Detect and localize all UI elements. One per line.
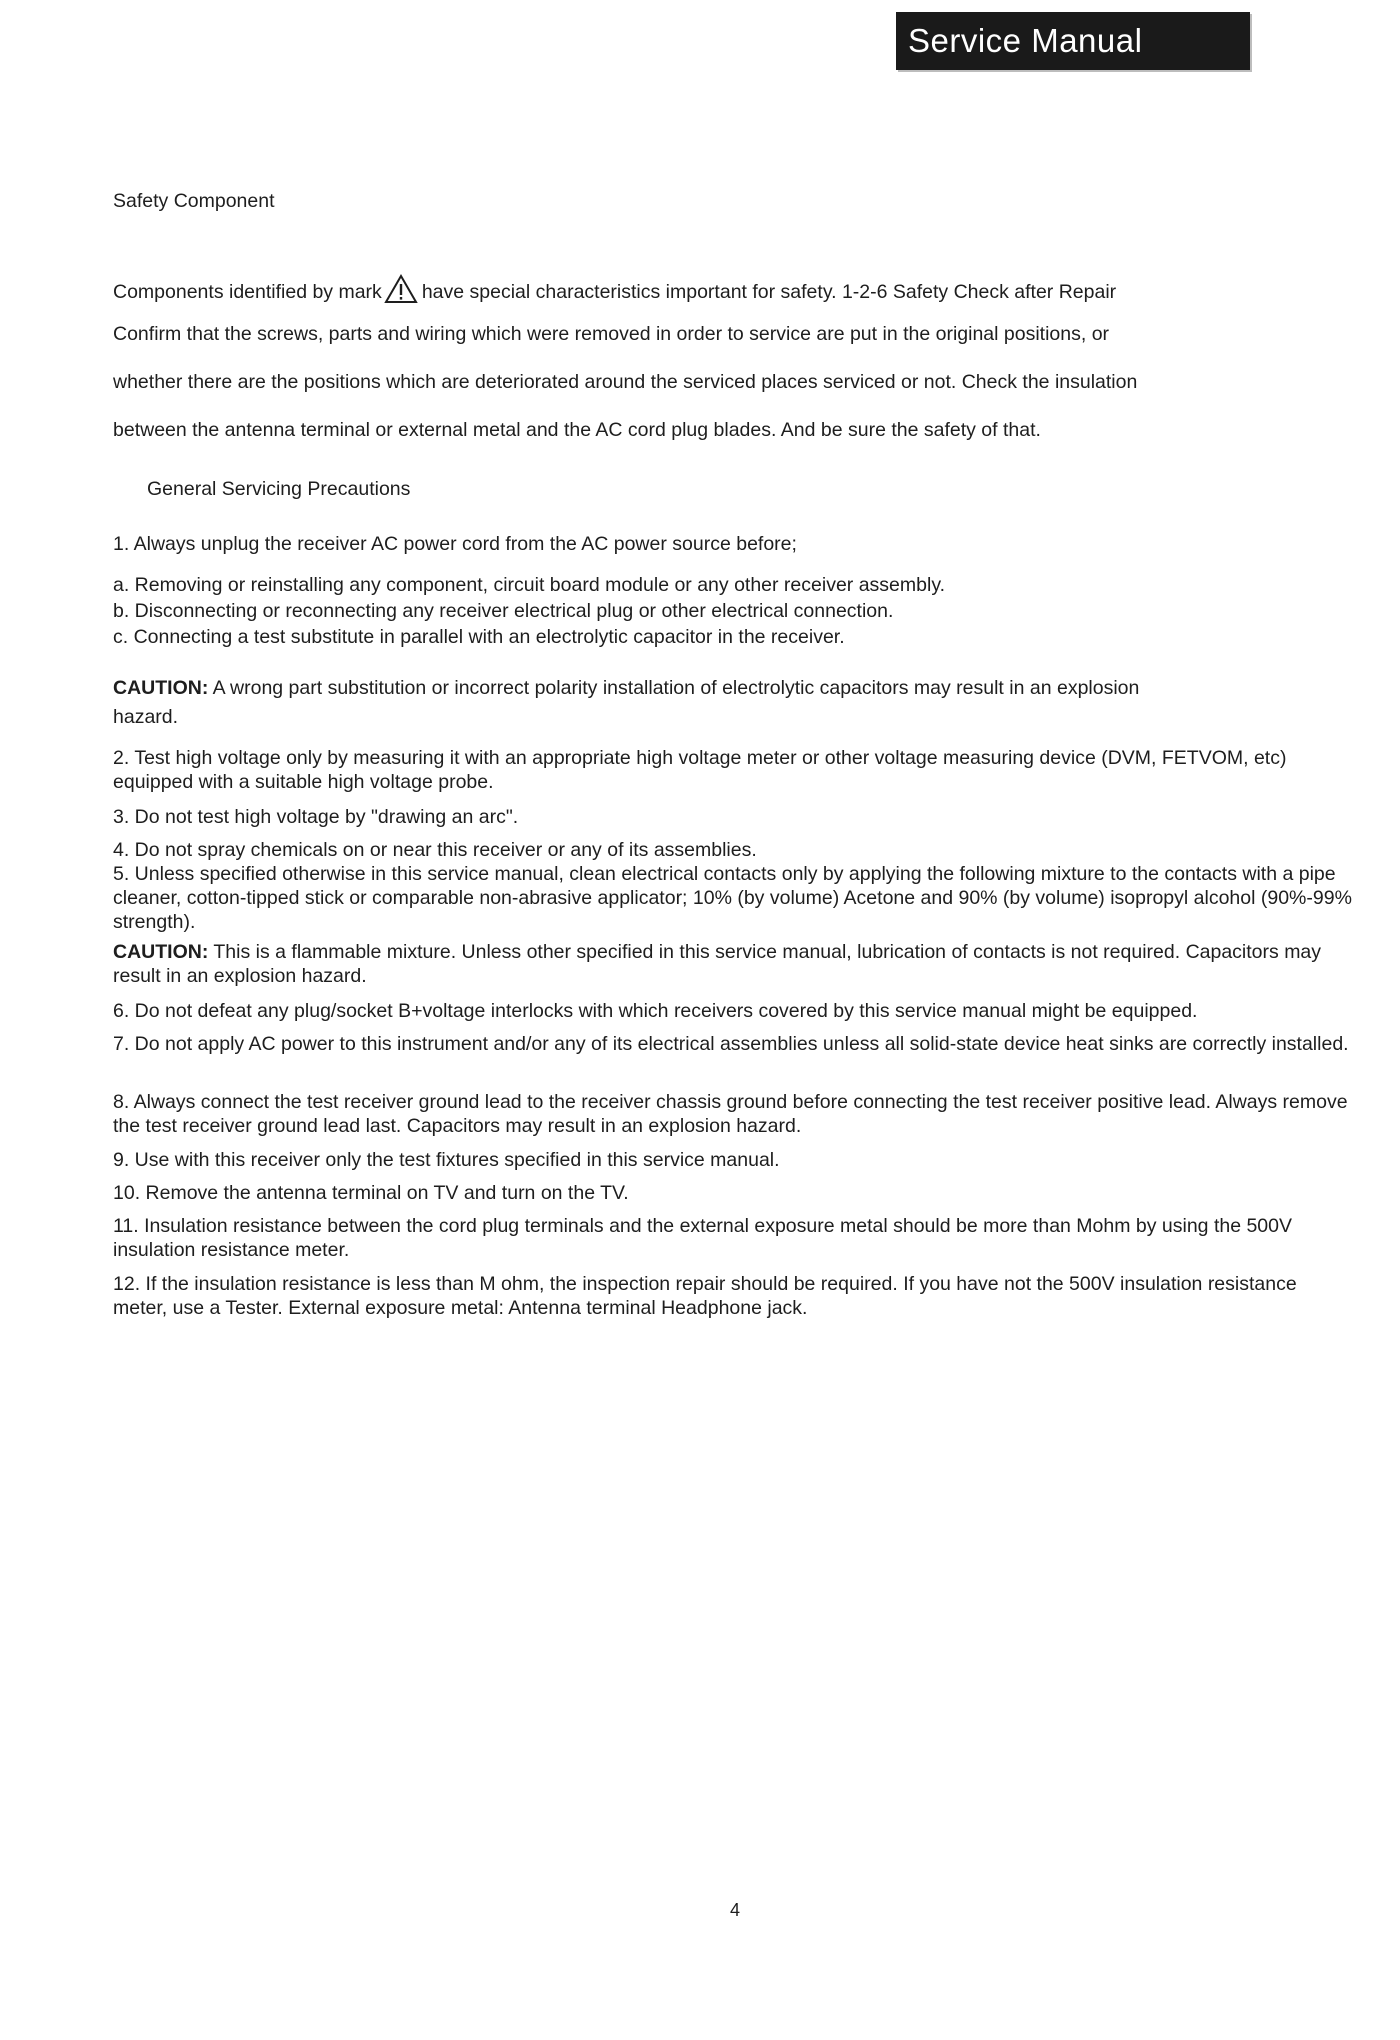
caution-label: CAUTION: xyxy=(113,941,209,963)
caution-label: CAUTION: xyxy=(113,677,209,699)
list-item-5: 5. Unless specified otherwise in this service manual, clean electrical contacts only by applying the following mixture to the contacts with a pipe cleaner, cotton-tipped stick or comparable non-abrasive applicator; 10% (by volume) Acetone and 90% (by volume) isopropyl alcohol (90%-99% strength). xyxy=(113,863,1352,933)
list-item-4: 4. Do not spray chemicals on or near this receiver or any of its assemblies. xyxy=(113,839,757,861)
sub-item-b: b. Disconnecting or reconnecting any receiver electrical plug or other electrical connection. xyxy=(113,600,894,622)
safety-line-4: between the antenna terminal or external metal and the AC cord plug blades. And be sure the safety of that. xyxy=(113,419,1041,441)
page-number: 4 xyxy=(729,1900,740,1920)
safety-line-3: whether there are the positions which are deteriorated around the serviced places serviced or not. Check the insulation xyxy=(113,371,1138,393)
list-item-3: 3. Do not test high voltage by "drawing an arc". xyxy=(113,806,519,828)
list-item-7: 7. Do not apply AC power to this instrument and/or any of its electrical assemblies unless all solid-state device heat sinks are correctly installed. xyxy=(113,1033,1349,1055)
list-item-8: 8. Always connect the test receiver ground lead to the receiver chassis ground before connecting the test receiver positive lead. Always remove the test receiver ground lead last. Capacitors may result in an explosion hazard. xyxy=(113,1091,1348,1137)
sub-item-a: a. Removing or reinstalling any component, circuit board module or any other receiver assembly. xyxy=(113,574,946,596)
header-title: Service Manual xyxy=(908,22,1143,59)
caution-text: This is a flammable mixture. Unless other specified in this service manual, lubrication of contacts is not required. Capacitors may result in an explosion hazard. xyxy=(113,941,1322,987)
warning-triangle-icon xyxy=(384,274,418,304)
sub-item-c: c. Connecting a test substitute in parallel with an electrolytic capacitor in the receiver. xyxy=(113,626,845,648)
header-banner xyxy=(896,12,1250,70)
caution-text-continued: hazard. xyxy=(113,706,179,728)
list-item-2: 2. Test high voltage only by measuring it with an appropriate high voltage meter or other voltage measuring device (DVM, FETVOM, etc) equipped with a suitable high voltage probe. xyxy=(113,747,1287,793)
caution-note-2 xyxy=(113,940,1353,988)
caution-note-1 xyxy=(113,676,1353,729)
section-title: Safety Component xyxy=(113,190,275,212)
list-item-11: 11. Insulation resistance between the cord plug terminals and the external exposure metal should be more than Mohm by using the 500V insulation resistance meter. xyxy=(113,1215,1293,1261)
list-item-10: 10. Remove the antenna terminal on TV and turn on the TV. xyxy=(113,1182,629,1204)
precautions-heading: General Servicing Precautions xyxy=(147,478,411,500)
caution-text: A wrong part substitution or incorrect polarity installation of electrolytic capacitors may result in an explosion xyxy=(208,677,1140,699)
list-item-1: 1. Always unplug the receiver AC power cord from the AC power source before; xyxy=(113,533,797,555)
list-item-12: 12. If the insulation resistance is less than M ohm, the inspection repair should be required. If you have not the 500V insulation resistance meter, use a Tester. External exposure metal: Antenna terminal Headphone jack. xyxy=(113,1273,1297,1319)
safety-line-1-end: have special characteristics important for safety. 1-2-6 Safety Check after Repair xyxy=(421,281,1117,303)
list-item-6: 6. Do not defeat any plug/socket B+voltage interlocks with which receivers covered by this service manual might be equipped. xyxy=(113,1000,1198,1022)
safety-line-1-start: Components identified by mark xyxy=(113,281,382,303)
safety-line-1 xyxy=(113,274,1116,304)
safety-line-2: Confirm that the screws, parts and wiring which were removed in order to service are put in the original positions, or xyxy=(113,323,1110,345)
sub-list xyxy=(113,573,1353,649)
list-item-9: 9. Use with this receiver only the test fixtures specified in this service manual. xyxy=(113,1149,780,1171)
